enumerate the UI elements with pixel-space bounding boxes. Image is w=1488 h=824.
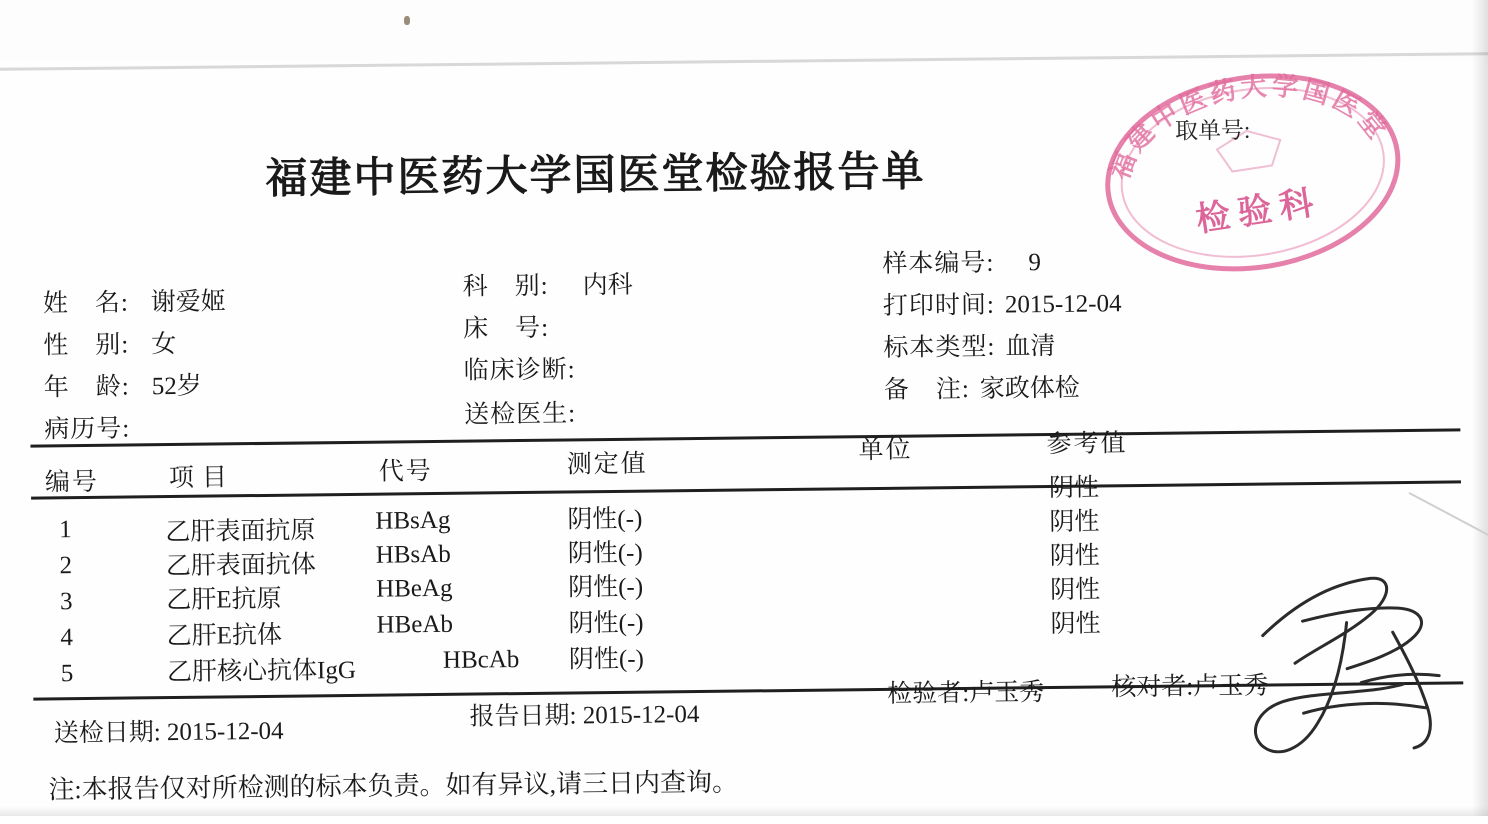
row-reference: 阴性 <box>1050 603 1100 640</box>
signature-icon <box>1242 561 1485 794</box>
table-header-rule <box>31 480 1461 499</box>
handwritten-signature <box>1242 561 1485 794</box>
department-label: 科 别: <box>463 273 549 301</box>
row-item: 乙肝E抗体 <box>166 615 282 652</box>
row-reference: 阴性 <box>1050 569 1100 606</box>
specimen-type-field <box>883 326 1055 364</box>
row-no: 4 <box>47 624 87 652</box>
send-date-value: 2015-12-04 <box>167 718 284 746</box>
patient-sex-value: 女 <box>151 331 176 358</box>
department-value: 内科 <box>582 272 632 300</box>
svg-text:检验科: 检验科 <box>1194 183 1324 240</box>
patient-record-no-label: 病历号: <box>44 415 130 443</box>
checker-value: 卢玉秀 <box>1193 673 1268 701</box>
patient-age-value: 52岁 <box>152 373 202 401</box>
row-code: HBeAg <box>376 575 453 604</box>
column-header-reference: 参考值 <box>1046 423 1127 460</box>
column-header-item: 项目 <box>169 457 235 494</box>
pickup-no-label: 取单号: <box>1175 118 1251 144</box>
row-reference: 阴性 <box>1049 467 1099 504</box>
row-no: 2 <box>46 552 86 580</box>
report-note: 注:本报告仅对所检测的标本负责。如有异议,请三日内查询。 <box>48 762 738 807</box>
row-item: 乙肝表面抗体 <box>166 544 316 582</box>
remark-value: 家政体检 <box>980 375 1080 403</box>
row-item: 乙肝核心抗体IgG <box>167 650 356 688</box>
patient-record-no-field <box>44 408 140 445</box>
bed-no-field <box>463 308 559 345</box>
print-time-value: 2015-12-04 <box>1005 290 1122 318</box>
sending-doctor-label: 送检医生: <box>464 400 576 428</box>
row-value: 阴性(-) <box>568 533 643 570</box>
row-item: 乙肝表面抗原 <box>165 510 315 548</box>
row-code: HBsAg <box>375 507 450 536</box>
row-code: HBsAb <box>376 541 451 570</box>
table-top-rule <box>30 428 1460 447</box>
sample-no-label: 样本编号: <box>882 250 994 278</box>
tester-label: 检验者: <box>887 680 969 708</box>
department-field <box>462 265 632 303</box>
send-date-label: 送检日期: <box>54 719 161 747</box>
row-reference: 阴性 <box>1050 535 1100 572</box>
seal-icon <box>1087 49 1429 304</box>
patient-sex-label: 性 别: <box>43 331 129 359</box>
patient-age-field <box>44 366 202 404</box>
scan-right-shadow <box>1472 0 1488 816</box>
print-time-label: 打印时间: <box>883 292 995 320</box>
row-value: 阴性(-) <box>567 499 642 536</box>
row-reference: 阴性 <box>1049 501 1099 538</box>
patient-sex-field <box>43 324 176 362</box>
row-no: 1 <box>45 516 85 544</box>
page-title: 福建中医药大学国医堂检验报告单 <box>265 138 926 205</box>
remark-label: 备 注: <box>884 376 970 404</box>
row-value: 阴性(-) <box>568 603 643 640</box>
column-header-unit: 单位 <box>858 430 912 467</box>
sample-no-value: 9 <box>1028 249 1041 276</box>
checker-field <box>1111 666 1268 704</box>
sending-doctor-field <box>464 393 586 430</box>
specimen-type-value: 血清 <box>1005 333 1055 361</box>
row-value: 阴性(-) <box>569 639 644 676</box>
report-date-value: 2015-12-04 <box>583 701 700 729</box>
tester-value: 卢玉秀 <box>969 679 1044 707</box>
official-seal-stamp <box>1087 49 1429 304</box>
tester-field <box>887 672 1044 710</box>
column-header-no: 编号 <box>45 462 99 499</box>
row-code: HBcAb <box>443 646 520 675</box>
report-date-field <box>469 694 699 733</box>
sample-no-field <box>882 242 1041 280</box>
row-item: 乙肝E抗原 <box>166 579 282 616</box>
clinical-diagnosis-label: 临床诊断: <box>464 356 576 384</box>
row-code: HBeAb <box>376 611 453 640</box>
remark-field <box>884 368 1080 406</box>
patient-name-value: 谢爱姬 <box>151 288 226 316</box>
row-no: 5 <box>47 660 87 688</box>
column-header-code: 代号 <box>379 451 433 488</box>
specimen-type-label: 标本类型: <box>883 334 995 362</box>
patient-age-label: 年 龄: <box>44 373 130 401</box>
scan-bottom-shadow <box>0 806 1488 816</box>
checker-label: 核对者: <box>1111 673 1193 701</box>
pickup-no-field <box>1175 112 1251 146</box>
patient-name-field <box>43 281 226 319</box>
column-header-value: 测定值 <box>566 444 647 481</box>
report-date-label: 报告日期: <box>469 702 576 730</box>
patient-name-label: 姓 名: <box>43 289 129 317</box>
clinical-diagnosis-field <box>463 349 585 386</box>
send-date-field <box>54 711 284 750</box>
svg-text:福建中医药大学国医堂: 福建中医药大学国医堂 <box>1094 52 1396 187</box>
print-time-field <box>883 283 1122 322</box>
row-value: 阴性(-) <box>568 567 643 604</box>
row-no: 3 <box>46 588 86 616</box>
bed-no-label: 床 号: <box>463 315 549 343</box>
